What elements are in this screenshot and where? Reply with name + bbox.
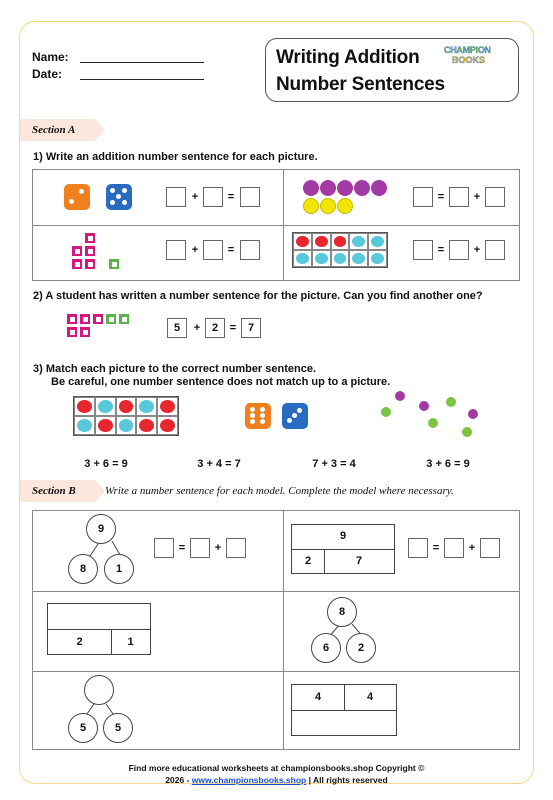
section-a-tag: Section A [20, 119, 95, 141]
answer-box[interactable] [166, 187, 186, 207]
q1-grid [32, 169, 520, 281]
part-circle: 1 [104, 554, 134, 584]
answer-box[interactable] [154, 538, 174, 558]
title-box [265, 38, 519, 102]
plus-sign: + [193, 322, 201, 334]
whole-circle: 8 [327, 597, 357, 627]
plus-sign: + [191, 191, 199, 203]
name-label: Name: [32, 50, 69, 64]
equals-sign: = [227, 244, 235, 256]
equals-sign: = [227, 191, 235, 203]
plus-sign: + [468, 542, 476, 554]
bar-model [47, 603, 151, 655]
answer-box[interactable] [485, 240, 505, 260]
section-b-instruction: Write a number sentence for each model. Complete the model where necessary. [105, 485, 454, 497]
footer-line-1: Find more educational worksheets at championsbooks.shop Copyright © [128, 763, 425, 773]
q2-box-a: 5 [167, 318, 187, 338]
equals-sign: = [437, 191, 445, 203]
answer-box[interactable] [226, 538, 246, 558]
footer-line-2: 2026 - www.championsbooks.shop | All rights reserved [165, 775, 388, 785]
bar-part: 4 [314, 691, 322, 703]
orange-die-icon [245, 403, 271, 429]
title-line-2: Number Sentences [276, 74, 445, 95]
sentence-2: 3 + 4 = 7 [197, 458, 241, 470]
equals-sign: = [229, 322, 237, 334]
part-circle: 8 [68, 554, 98, 584]
part-circle: 6 [311, 633, 341, 663]
bar-model [291, 684, 397, 736]
answer-box[interactable] [449, 187, 469, 207]
equals-sign: = [437, 244, 445, 256]
champions-books-logo: CHAMPION BOOKS [444, 45, 491, 65]
plus-sign: + [473, 244, 481, 256]
equals-sign: = [178, 542, 186, 554]
plus-sign: + [473, 191, 481, 203]
bar-whole: 9 [339, 530, 347, 542]
question-3-line-1: 3) Match each picture to the correct number sentence. [33, 363, 317, 375]
plus-sign: + [191, 244, 199, 256]
question-1: 1) Write an addition number sentence for each picture. [33, 151, 318, 163]
part-circle: 2 [346, 633, 376, 663]
name-field[interactable] [80, 62, 204, 63]
blue-die-icon [106, 184, 132, 210]
q2-box-c: 7 [241, 318, 261, 338]
orange-die-icon [64, 184, 90, 210]
bar-model [291, 524, 395, 574]
title-line-1: Writing Addition [276, 47, 420, 68]
sentence-1: 3 + 6 = 9 [84, 458, 128, 470]
answer-box[interactable] [408, 538, 428, 558]
blue-die-icon [282, 403, 308, 429]
date-label: Date: [32, 67, 63, 81]
answer-box[interactable] [190, 538, 210, 558]
question-3-line-2: Be careful, one number sentence does not match up to a picture. [51, 376, 391, 388]
part-circle: 5 [103, 713, 133, 743]
sentence-3: 7 + 3 = 4 [312, 458, 356, 470]
plus-sign: + [214, 542, 222, 554]
footer-link[interactable]: www.championsbooks.shop [191, 775, 307, 785]
bar-part: 1 [127, 636, 134, 648]
section-b-tag: Section B [20, 480, 95, 502]
answer-box[interactable] [485, 187, 505, 207]
answer-box[interactable] [444, 538, 464, 558]
answer-box[interactable] [449, 240, 469, 260]
question-2: 2) A student has written a number sentence for the picture. Can you find another one? [33, 290, 483, 302]
part-circle: 5 [68, 713, 98, 743]
answer-box[interactable] [166, 240, 186, 260]
q2-box-b: 2 [205, 318, 225, 338]
answer-box[interactable] [413, 240, 433, 260]
answer-box[interactable] [413, 187, 433, 207]
equals-sign: = [432, 542, 440, 554]
whole-circle-empty[interactable] [84, 675, 114, 705]
bar-part: 7 [355, 555, 363, 567]
whole-circle: 9 [86, 514, 116, 544]
q3-ten-frame [73, 396, 179, 436]
date-field[interactable] [80, 79, 204, 80]
answer-box[interactable] [203, 187, 223, 207]
bar-part: 2 [76, 636, 83, 648]
bar-part: 4 [366, 691, 374, 703]
sentence-4: 3 + 6 = 9 [426, 458, 470, 470]
answer-box[interactable] [203, 240, 223, 260]
bar-part: 2 [304, 555, 312, 567]
answer-box[interactable] [240, 240, 260, 260]
answer-box[interactable] [480, 538, 500, 558]
ten-frame [292, 232, 388, 268]
answer-box[interactable] [240, 187, 260, 207]
